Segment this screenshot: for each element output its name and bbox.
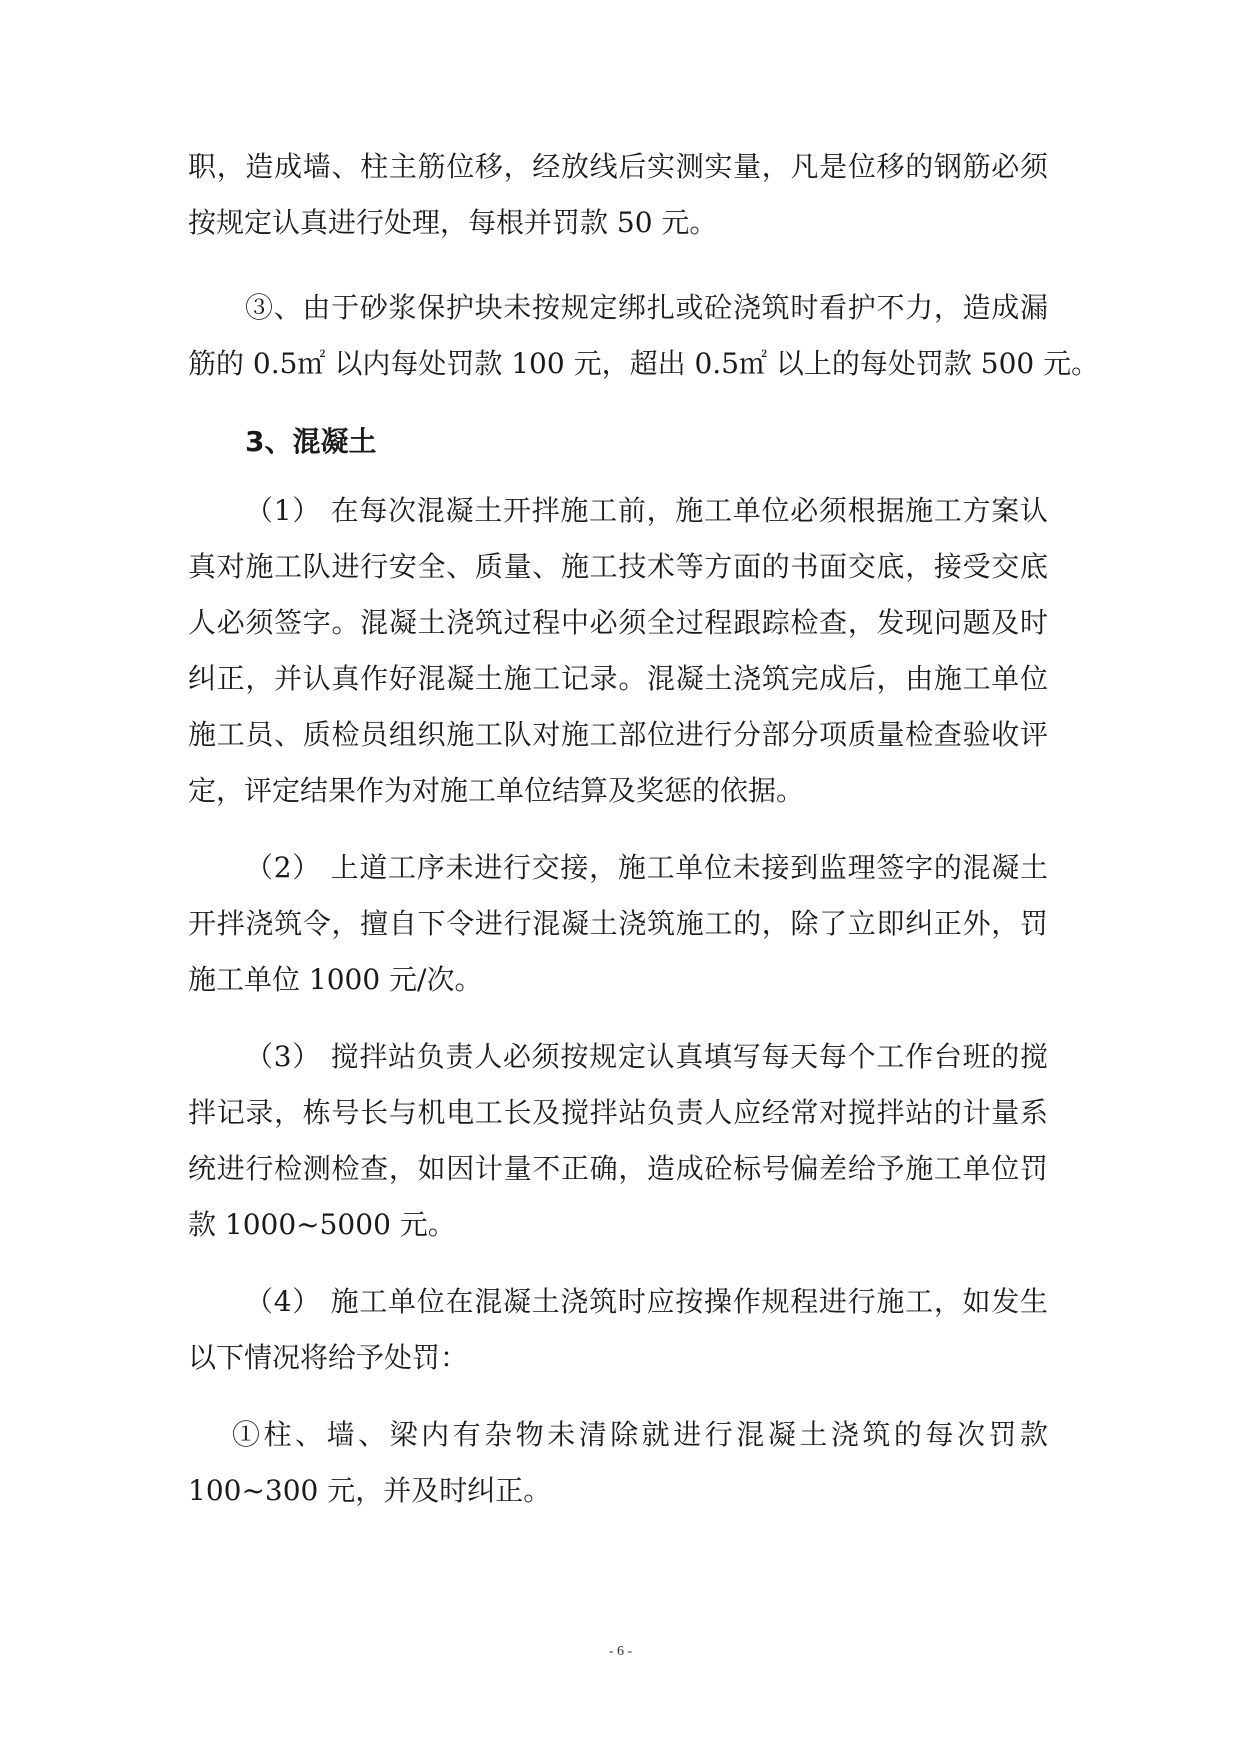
page-number: - 6 - — [608, 1644, 633, 1659]
paragraph-line: 施工单位 1000 元/次。 — [188, 963, 483, 996]
paragraph-line: 统进行检测检查，如因计量不正确，造成砼标号偏差给予施工单位罚 — [188, 1152, 1048, 1185]
paragraph-line: 款 1000~5000 元。 — [188, 1208, 456, 1241]
paragraph-line: 职，造成墙、柱主筋位移，经放线后实测实量，凡是位移的钢筋必须 — [188, 150, 1048, 183]
paragraph-line: （1） 在每次混凝土开拌施工前，施工单位必须根据施工方案认 — [245, 494, 1048, 527]
paragraph-line: ①柱、墙、梁内有杂物未清除就进行混凝土浇筑的每次罚款 — [232, 1418, 1048, 1451]
paragraph-line: 以下情况将给予处罚： — [188, 1341, 469, 1374]
paragraph-line: 纠正，并认真作好混凝土施工记录。混凝土浇筑完成后，由施工单位 — [188, 662, 1048, 695]
paragraph-line: 拌记录，栋号长与机电工长及搅拌站负责人应经常对搅拌站的计量系 — [188, 1096, 1048, 1129]
paragraph-line: 100~300 元，并及时纠正。 — [188, 1474, 552, 1507]
paragraph-line: 筋的 0.5㎡ 以内每处罚款 100 元，超出 0.5㎡ 以上的每处罚款 500 元。 — [188, 347, 1100, 380]
paragraph-line: 定，评定结果作为对施工单位结算及奖惩的依据。 — [188, 774, 805, 807]
paragraph-line: 开拌浇筑令，擅自下令进行混凝土浇筑施工的，除了立即纠正外，罚 — [188, 907, 1048, 940]
paragraph-line: 真对施工队进行安全、质量、施工技术等方面的书面交底，接受交底 — [188, 550, 1048, 583]
paragraph-line: ③、由于砂浆保护块未按规定绑扎或砼浇筑时看护不力，造成漏 — [245, 291, 1048, 324]
paragraph-line: （2） 上道工序未进行交接，施工单位未接到监理签字的混凝土 — [245, 851, 1048, 884]
paragraph-line: 施工员、质检员组织施工队对施工部位进行分部分项质量检查验收评 — [188, 718, 1048, 751]
paragraph-line: （4） 施工单位在混凝土浇筑时应按操作规程进行施工，如发生 — [245, 1285, 1048, 1318]
section-heading: 3、混凝土 — [245, 425, 377, 458]
paragraph-line: （3） 搅拌站负责人必须按规定认真填写每天每个工作台班的搅 — [245, 1040, 1048, 1073]
paragraph-line: 按规定认真进行处理，每根并罚款 50 元。 — [188, 206, 718, 239]
paragraph-line: 人必须签字。混凝土浇筑过程中必须全过程跟踪检查，发现问题及时 — [188, 606, 1048, 639]
